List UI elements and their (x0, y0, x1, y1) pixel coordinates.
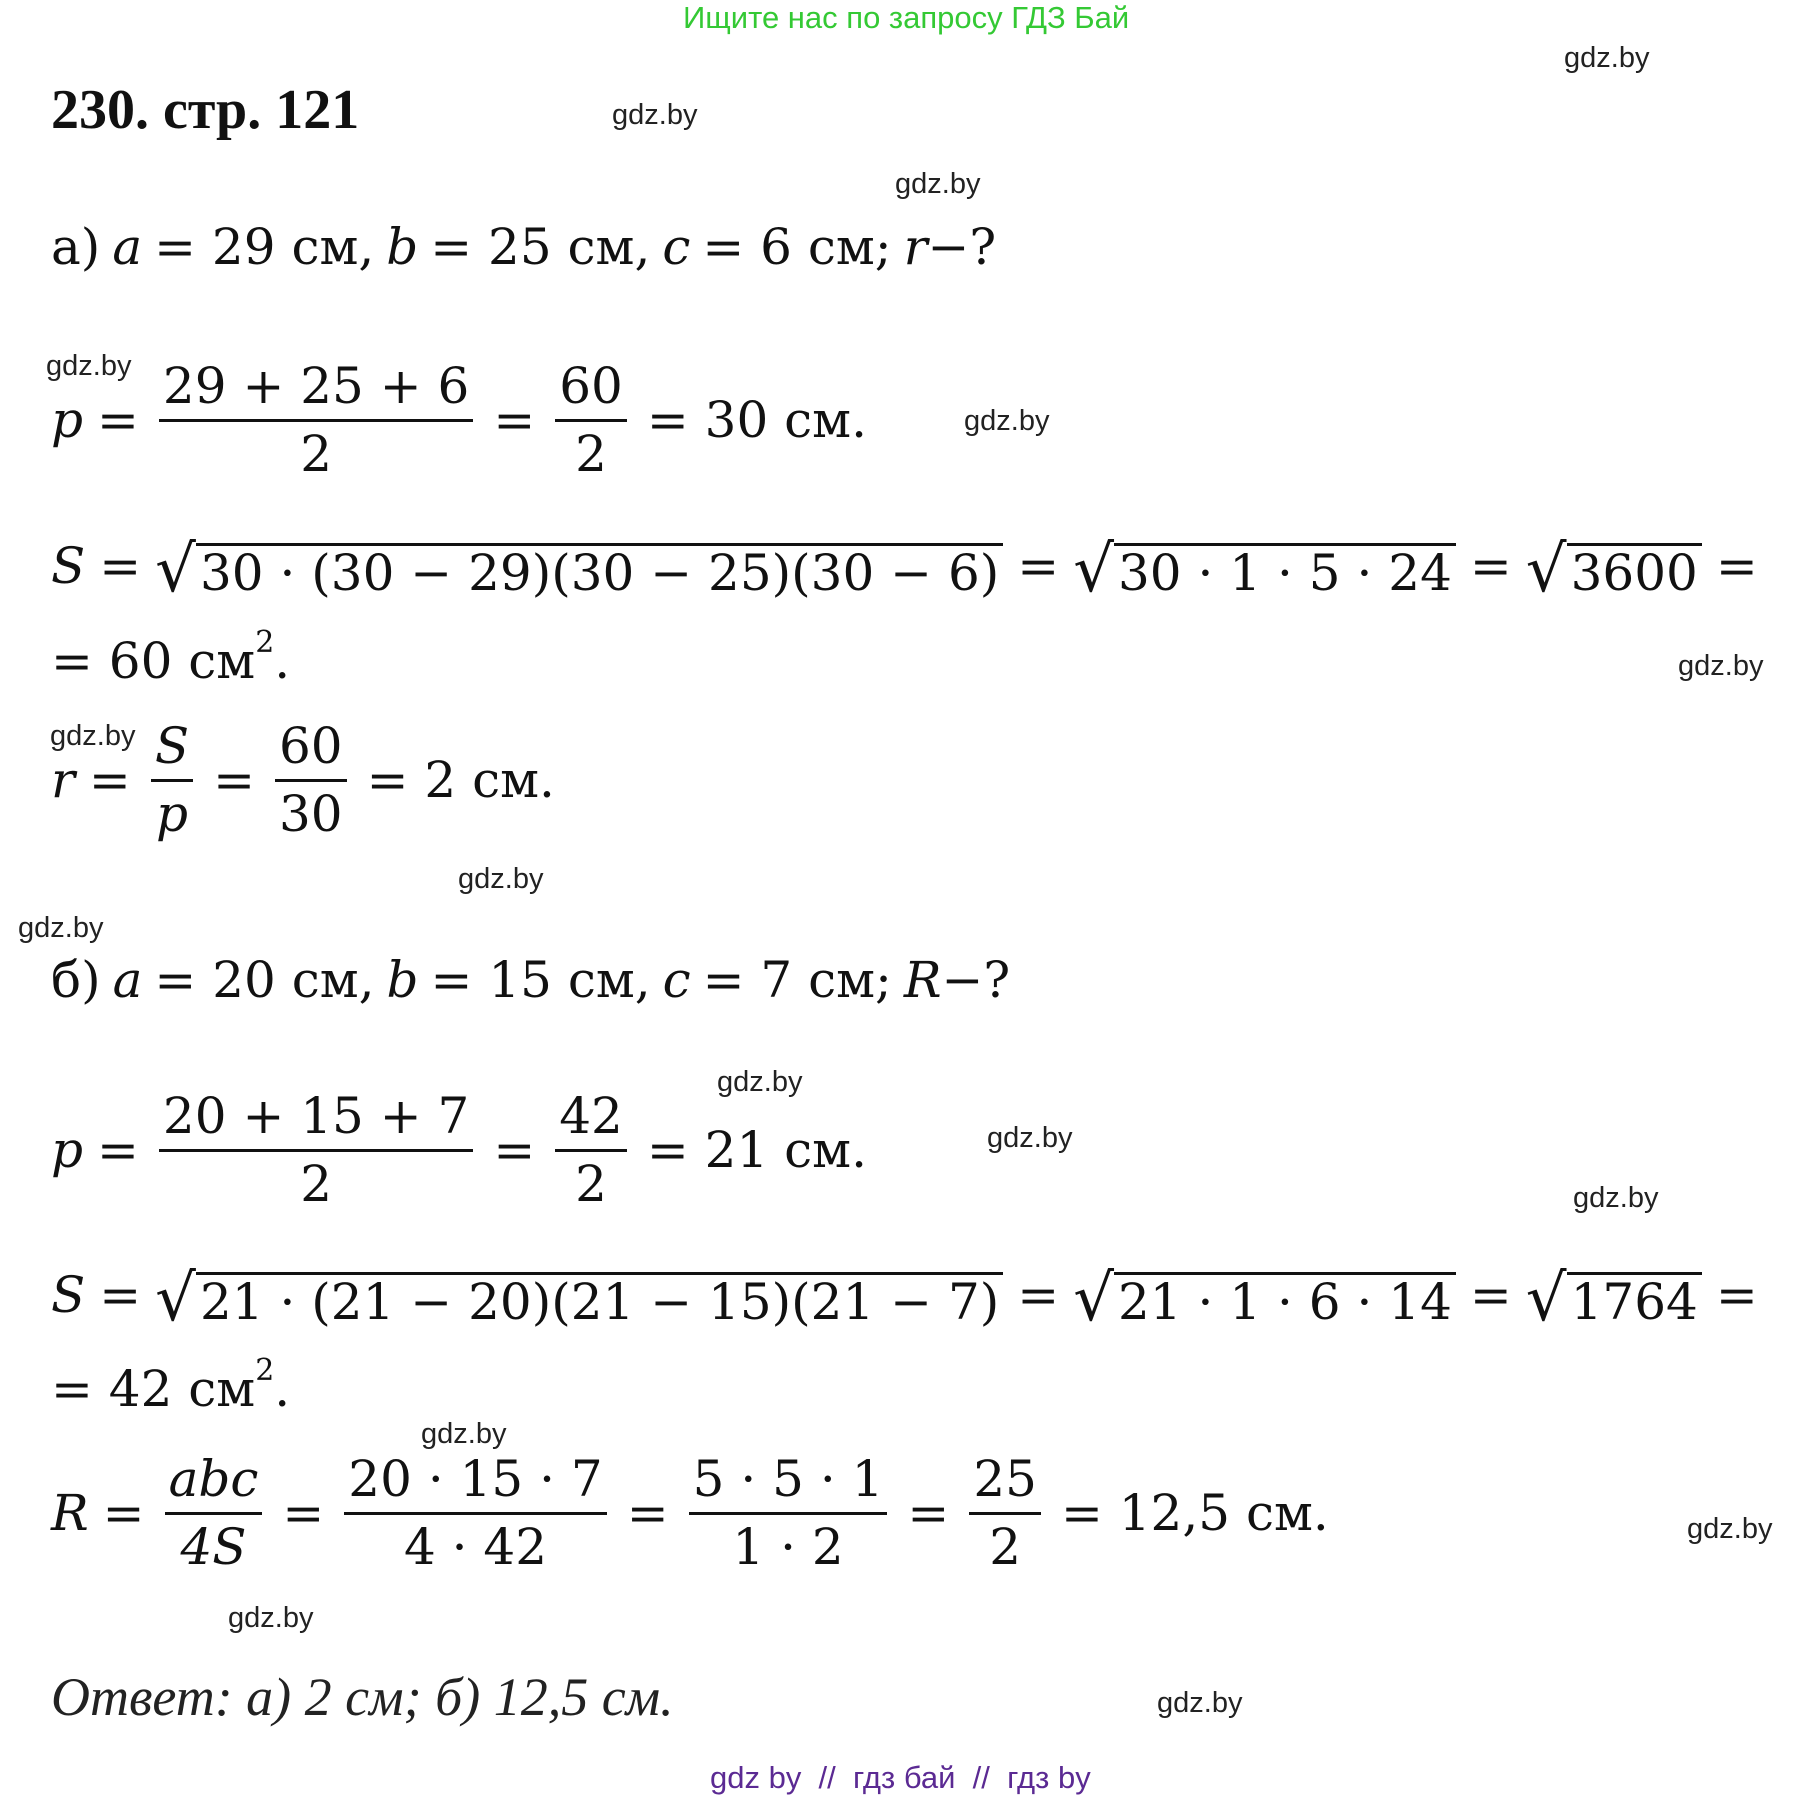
var-r: r (903, 218, 928, 276)
watermark: gdz.by (1157, 1687, 1243, 1719)
sqrt: √ 30 · 1 · 5 · 24 (1073, 534, 1456, 598)
equals: = (1469, 1266, 1512, 1324)
equals: = (282, 1484, 325, 1542)
value-a: = 29 см, (154, 218, 375, 276)
value-c: = 6 см; (702, 218, 892, 276)
value-b: = 15 см, (430, 951, 651, 1009)
area-a-result (51, 625, 291, 690)
sqrt: √ 3600 (1526, 534, 1702, 598)
sqrt: √ 21 · 1 · 6 · 14 (1073, 1263, 1456, 1327)
watermark: gdz.by (612, 99, 698, 131)
numerator: 20 · 15 · 7 (348, 1450, 603, 1508)
fraction (151, 717, 193, 843)
area-value: = 60 см (51, 632, 256, 690)
period: . (274, 632, 291, 690)
equals: = (1017, 1266, 1060, 1324)
watermark: gdz.by (1573, 1182, 1659, 1214)
value-a: = 20 см, (154, 951, 375, 1009)
numerator: 42 (559, 1087, 623, 1145)
equals: = (1469, 537, 1512, 595)
denominator: 4 · 42 (403, 1517, 548, 1576)
circumradius-b (51, 1450, 1329, 1576)
fraction (344, 1450, 606, 1576)
radicand: 21 · (21 − 20)(21 − 15)(21 − 7) (196, 1272, 1003, 1327)
exponent: 2 (255, 625, 275, 660)
fraction (165, 1450, 263, 1576)
var-p: p (51, 1121, 84, 1179)
sqrt: √ 1764 (1526, 1263, 1702, 1327)
equals: = (102, 1484, 145, 1542)
result: = 2 см. (366, 751, 555, 809)
period: . (274, 1360, 291, 1418)
sqrt: √ 21 · (21 − 20)(21 − 15)(21 − 7) (155, 1263, 1003, 1327)
equals: = (88, 751, 131, 809)
equals: = (493, 1121, 536, 1179)
var-R: R (51, 1484, 89, 1542)
watermark: gdz.by (421, 1418, 507, 1450)
numerator: 60 (278, 717, 343, 775)
radicand: 30 · (30 − 29)(30 − 25)(30 − 6) (196, 543, 1003, 598)
var-r: r (51, 751, 75, 809)
footer-links[interactable]: gdz by // гдз бай // гдз by (710, 1760, 1091, 1795)
var-c: c (662, 218, 691, 276)
search-hint-banner: Ищите нас по запросу ГДЗ Бай (683, 0, 1130, 35)
watermark: gdz.by (1678, 650, 1764, 682)
exercise-heading: 230. стр. 121 (51, 79, 360, 141)
numerator: 20 + 15 + 7 (162, 1087, 470, 1145)
var-a: a (112, 218, 143, 276)
equals: = (213, 751, 255, 809)
part-label: а) (51, 218, 101, 276)
var-p: p (51, 391, 84, 449)
equals: = (493, 391, 536, 449)
numerator: 29 + 25 + 6 (162, 357, 470, 415)
radicand: 3600 (1567, 543, 1702, 598)
exponent: 2 (255, 1353, 275, 1388)
watermark: gdz.by (18, 912, 104, 944)
watermark: gdz.by (50, 720, 136, 752)
given-b (51, 951, 1011, 1009)
var-R: R (903, 951, 942, 1009)
answer-line: Ответ: а) 2 см; б) 12,5 см. (51, 1667, 674, 1727)
radicand: 1764 (1567, 1272, 1702, 1327)
equals: = (99, 1266, 142, 1324)
equals: = (1017, 537, 1060, 595)
numerator: 60 (559, 357, 623, 415)
numerator: abc (168, 1450, 259, 1508)
fraction (159, 1087, 473, 1213)
equals: = (99, 537, 142, 595)
var-b: b (386, 218, 419, 276)
watermark: gdz.by (1564, 42, 1650, 74)
equals: = (626, 1484, 669, 1542)
denominator: 2 (575, 1154, 607, 1213)
fraction (555, 1087, 627, 1213)
numerator: S (154, 717, 190, 775)
var-c: c (662, 951, 691, 1009)
denominator: 4S (180, 1517, 247, 1576)
sqrt: √ 30 · (30 − 29)(30 − 25)(30 − 6) (155, 534, 1003, 598)
semiperimeter-b (51, 1087, 867, 1213)
denominator: 30 (278, 784, 343, 843)
radicand: 21 · 1 · 6 · 14 (1114, 1272, 1456, 1327)
equals: = (1715, 1266, 1758, 1324)
var-s: S (51, 1266, 86, 1324)
watermark: gdz.by (987, 1122, 1073, 1154)
fraction (275, 717, 347, 843)
radicand: 30 · 1 · 5 · 24 (1114, 543, 1456, 598)
value-c: = 7 см; (702, 951, 892, 1009)
numerator: 5 · 5 · 1 (692, 1450, 884, 1508)
equals: = (97, 391, 139, 449)
watermark: gdz.by (1687, 1513, 1773, 1545)
area-a (51, 533, 1758, 607)
denominator: 2 (300, 424, 333, 483)
equals: = (1715, 537, 1758, 595)
watermark: gdz.by (228, 1602, 314, 1634)
var-a: a (112, 951, 143, 1009)
numerator: 25 (973, 1450, 1037, 1508)
denominator: 2 (300, 1154, 333, 1213)
inradius-a (51, 717, 555, 843)
result: = 12,5 см. (1060, 1484, 1329, 1542)
semiperimeter-a (51, 357, 867, 483)
part-label: б) (51, 951, 101, 1009)
watermark: gdz.by (717, 1066, 803, 1098)
value-b: = 25 см, (430, 218, 651, 276)
question: −? (927, 218, 997, 276)
fraction (689, 1450, 888, 1576)
var-b: b (386, 951, 419, 1009)
area-b (51, 1262, 1758, 1336)
watermark: gdz.by (46, 350, 132, 382)
fraction (159, 357, 473, 483)
denominator: 2 (575, 424, 607, 483)
area-value: = 42 см (51, 1360, 256, 1418)
given-a (51, 218, 997, 276)
result: = 30 см. (646, 391, 867, 449)
watermark: gdz.by (895, 168, 981, 200)
watermark: gdz.by (964, 405, 1050, 437)
question: −? (941, 951, 1011, 1009)
result: = 21 см. (646, 1121, 867, 1179)
denominator: 1 · 2 (732, 1517, 844, 1576)
fraction (969, 1450, 1041, 1576)
watermark: gdz.by (458, 863, 544, 895)
equals: = (907, 1484, 950, 1542)
area-b-result (51, 1353, 291, 1418)
var-s: S (51, 537, 86, 595)
denominator: p (155, 784, 188, 843)
equals: = (97, 1121, 139, 1179)
denominator: 2 (989, 1517, 1022, 1576)
fraction (555, 357, 627, 483)
